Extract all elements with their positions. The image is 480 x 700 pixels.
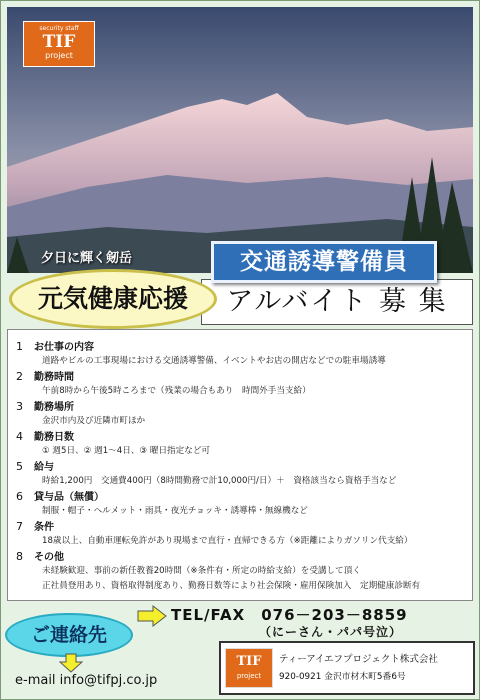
company-address: 920-0921 金沢市材木町5番6号 xyxy=(279,672,406,682)
section-8-text-2: 正社員登用あり、資格取得制度あり、勤務日数等により社会保険・雇用保険加入 定期健康診断有 xyxy=(42,581,421,591)
section-2-heading: 2 勤務時間 xyxy=(16,370,74,383)
section-4-heading: 4 勤務日数 xyxy=(16,430,74,443)
section-7-text: 18歳以上、自動車運転免許があり現場まで直行・直帰できる方（※距離によりガソリン代支給） xyxy=(42,536,413,546)
section-6-text: 制服・帽子・ヘルメット・雨具・夜光チョッキ・誘導棒・無線機など xyxy=(42,506,308,516)
contact-label: ご連絡先 xyxy=(5,613,133,657)
down-arrow-icon xyxy=(59,653,83,673)
logo-sub: project xyxy=(45,51,73,60)
section-8-heading: 8 その他 xyxy=(16,550,64,563)
tif-logo xyxy=(23,21,95,67)
section-3-heading: 3 勤務場所 xyxy=(16,400,74,413)
section-5-heading: 5 給与 xyxy=(16,460,54,473)
email-address[interactable]: e-mail info@tifpj.co.jp xyxy=(15,673,158,688)
logo-brand: TIF xyxy=(42,32,76,52)
recruit-banner: アルバイト 募 集 xyxy=(201,279,473,325)
section-6-heading: 6 貸与品（無償） xyxy=(16,490,104,503)
section-2-text: 午前8時から午後5時ころまで（残業の場合もあり 時間外手当支給） xyxy=(42,386,311,396)
photo-caption: 夕日に輝く剱岳 xyxy=(41,251,133,266)
mountain-photo xyxy=(7,7,473,273)
slogan-badge: 元気健康応援 xyxy=(9,269,217,329)
section-7-heading: 7 条件 xyxy=(16,520,54,533)
section-4-text: ① 週5日、② 週1～4日、③ 曜日指定など可 xyxy=(42,446,211,456)
tel-fax[interactable]: TEL/FAX 076－203－8859 xyxy=(171,606,408,624)
logo-tagline: security staff xyxy=(39,25,79,32)
section-1-text: 道路やビルの工事現場における交通誘導警備、イベントやお店の開店などでの駐車場誘導 xyxy=(42,356,386,366)
section-3-text: 金沢市内及び近隣市町ほか xyxy=(42,416,146,426)
tel-mnemonic: （にーさん・パパ号泣） xyxy=(259,625,403,639)
company-logo-brand: TIF xyxy=(236,654,262,669)
section-1-heading: 1 お仕事の内容 xyxy=(16,340,94,353)
company-logo-sub: project xyxy=(236,672,262,680)
section-8-text-1: 未経験歓迎、事前の新任教養20時間（※条件有・所定の時給支給）を受講して頂く xyxy=(42,566,361,576)
company-logo xyxy=(225,648,273,688)
section-5-text: 時給1,200円 交通費400円（8時間勤務で計10,000円/日）＋ 資格該当なら資格手当など xyxy=(42,476,397,486)
job-title: 交通誘導警備員 xyxy=(211,241,437,283)
right-arrow-icon xyxy=(137,605,167,627)
job-details xyxy=(7,329,473,601)
company-name: ティーアイエフプロジェクト株式会社 xyxy=(279,654,438,665)
company-info xyxy=(219,641,475,695)
